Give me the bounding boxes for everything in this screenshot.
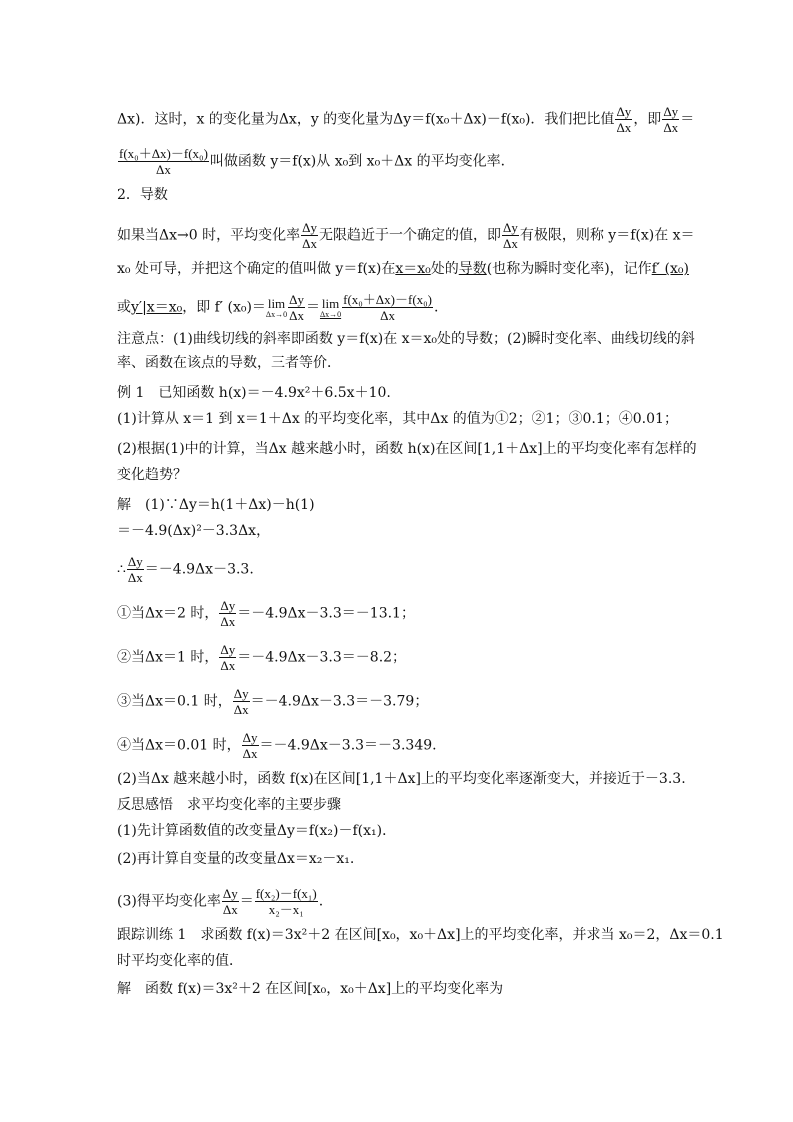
exercise-solution: 解 函数 f(x)＝3x²＋2 在区间[x₀，x₀＋Δx]上的平均变化率为 (117, 981, 504, 997)
case-2: ②当Δx＝1 时， $\frac{\Delta y}{\Delta x}$ ＝－4.9Δx－3.3＝－8.2； (117, 642, 407, 673)
note-line-1: 注意点：(1)曲线切线的斜率即函数 y＝f(x)在 x＝x₀处的导数；(2)瞬时变化率、曲线切线的斜 (117, 331, 695, 347)
text-line-3: 如果当Δx→0 时，平均变化率 $\frac{\Delta y}{\Delta x}$ 无限趋近于一个确定的值，即 $\frac{\Delta y}{\Delta x}$ 有极限，则称 y＝f(x)在 x＝ (117, 220, 695, 251)
fraction-dy-dx: $\frac{\Delta y}{\Delta x}$ (616, 104, 632, 135)
text-line-1 (117, 104, 695, 135)
note-line-2: 率、函数在该点的导数，三者等价． (117, 355, 341, 371)
fraction-dy-dx: $\frac{\Delta y}{\Delta x}$ (127, 554, 143, 585)
limit-operator: lim Δx→0 (319, 295, 342, 319)
text: ，即 (633, 111, 662, 128)
exercise-line-1: 跟踪训练 1 求函数 f(x)＝3x²＋2 在区间[x₀，x₀＋Δx]上的平均变化率，并求当 x₀＝2，Δx＝0.1 (117, 927, 724, 943)
fraction-dy-dx: $\frac{\Delta y}{\Delta x}$ (242, 730, 258, 761)
example-question-1: (1)计算从 x＝1 到 x＝1＋Δx 的平均变化率，其中Δx 的值为①2；②1；③0.1；④0.01； (117, 411, 678, 427)
fraction-dy-dx: $\frac{\Delta y}{\Delta x}$ (220, 598, 236, 629)
exercise-line-2: 时平均变化率的值． (117, 953, 243, 969)
example-question-2-cont: 变化趋势？ (117, 467, 187, 483)
case-3: ③当Δx＝0.1 时， $\frac{\Delta y}{\Delta x}$ ＝－4.9Δx－3.3＝－3.79； (117, 686, 429, 717)
solution-part-2: (2)当Δx 越来越小时，函数 f(x)在区间[1,1＋Δx]上的平均变化率逐渐变大，并接近于－3.3. (117, 771, 686, 787)
section-heading: 2．导数 (117, 187, 168, 203)
fraction-difference-quotient: $\frac{\text{f(x₀＋Δx)－f(x₀)}}{\Delta x}$ (343, 292, 433, 323)
step-1: (1)先计算函数值的改变量Δy＝f(x₂)－f(x₁)． (117, 823, 397, 839)
text-line-5: 或y′|x＝x₀，即 f′ (x₀)＝ lim Δx→0 $\frac{\Delta y}{\Delta x}$ ＝ lim Δx→0 $\frac{\text{f(x₀＋Δx)－f(x₀)}}{\Delta x}$ . (117, 292, 439, 323)
fraction-dy-dx: $\frac{\Delta y}{\Delta x}$ (289, 292, 304, 323)
case-1: ①当Δx＝2 时， $\frac{\Delta y}{\Delta x}$ ＝－4.9Δx－3.3＝－13.1； (117, 598, 415, 629)
text: Δx)．这时，x 的变化量为Δx，y 的变化量为Δy＝f(x₀＋Δx)－f(x₀)．我们把比值 (117, 111, 615, 128)
step-3: (3)得平均变化率 $\frac{\Delta y}{\Delta x}$ ＝ $\frac{\text{f(x₂)－f(x₁)}}{\text{x₂－x₁}}$ . (117, 886, 324, 917)
text-line-2 (117, 146, 677, 177)
text: 叫做函数 y＝f(x)从 x₀到 x₀＋Δx 的平均变化率． (209, 153, 515, 170)
example-question-2: (2)根据(1)中的计算，当Δx 越来越小时，函数 h(x)在区间[1,1＋Δx]上的平均变化率有怎样的 (117, 441, 697, 457)
fraction-difference-quotient: $\frac{\text{f(x₀＋Δx)－f(x₀)}}{\Delta x}$ (119, 146, 208, 177)
limit-operator: lim Δx→0 (265, 295, 288, 319)
solution-line-3: ∴ $\frac{\Delta y}{\Delta x}$ ＝－4.9Δx－3.3. (117, 554, 254, 585)
step-2: (2)再计算自变量的改变量Δx＝x₂－x₁. (117, 851, 355, 867)
reflection-heading: 反思感悟 求平均变化率的主要步骤 (117, 797, 341, 813)
text-line-4: x₀ 处可导，并把这个确定的值叫做 y＝f(x)在x＝x₀处的导数(也称为瞬时变化率)，记作f′ (x₀) (117, 261, 689, 277)
fraction-dy-dx: $\frac{\Delta y}{\Delta x}$ (222, 886, 238, 917)
fraction-avg-rate: $\frac{\text{f(x₂)－f(x₁)}}{\text{x₂－x₁}}$ (255, 886, 317, 917)
text: ＝ (680, 111, 695, 128)
case-4: ④当Δx＝0.01 时， $\frac{\Delta y}{\Delta x}$ ＝－4.9Δx－3.3＝－3.349. (117, 730, 437, 761)
solution-line-2: ＝－4.9(Δx)²－3.3Δx， (117, 523, 271, 539)
fraction-dy-dx: $\frac{\Delta y}{\Delta x}$ (502, 220, 518, 251)
fraction-dy-dx: $\frac{\Delta y}{\Delta x}$ (220, 642, 236, 673)
solution-line-1: 解 (1)∵Δy＝h(1＋Δx)－h(1) (117, 497, 315, 513)
fraction-dy-dx: $\frac{\Delta y}{\Delta x}$ (663, 104, 679, 135)
fraction-dy-dx: $\frac{\Delta y}{\Delta x}$ (233, 686, 249, 717)
fraction-dy-dx: $\frac{\Delta y}{\Delta x}$ (302, 220, 317, 251)
example-title: 例 1 已知函数 h(x)＝－4.9x²＋6.5x＋10. (117, 385, 391, 401)
